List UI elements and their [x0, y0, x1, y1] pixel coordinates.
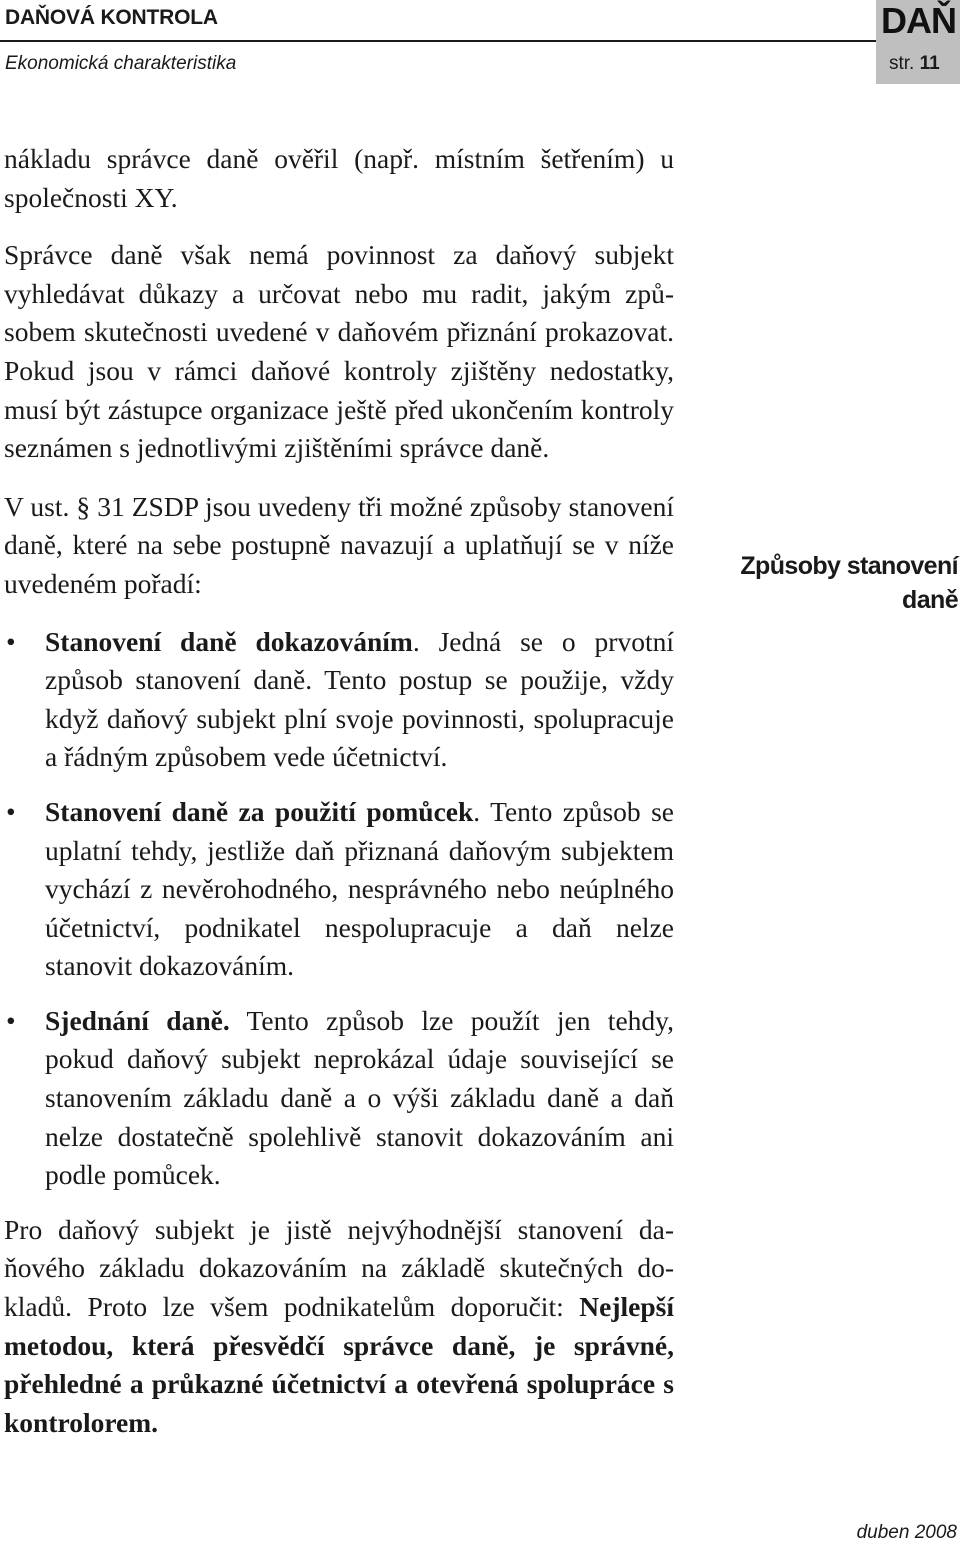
tax-methods-list: [4, 623, 674, 1195]
list-item-text: . Jedná se o prvotní způsob stanovení daně. Tento postup se použije, vždy když daňový subjekt plní svoje povinnosti, spolupracuje a řádným způsobem vede účetnictví.: [45, 625, 674, 773]
page-number-value: 11: [919, 53, 940, 74]
paragraph: V ust. § 31 ZSDP jsou uvedeny tři možné způsoby stanovení daně, které na sebe postupně navazují a uplatňují se v níže uvedeném pořadí:: [4, 490, 674, 599]
section-subtitle: Ekonomická charakteristika: [5, 53, 237, 74]
list-item-heading: Stanovení daně za použití pomůcek: [45, 795, 474, 827]
section-title: DAŇOVÁ KONTROLA: [5, 6, 218, 29]
list-item-heading: Sjednání daně.: [45, 1004, 230, 1036]
header-divider: [0, 40, 876, 42]
paragraph: nákladu správce daně ověřil (např. místním šetřením) u společnosti XY.: [4, 143, 674, 213]
issue-date: duben 2008: [856, 1522, 957, 1543]
list-item-text: . Tento způsob se uplatní tehdy, jestliže daň přiznaná daňovým subjektem vychází z nevěrohodného, nesprávného nebo neúplného účetnictví, podnikatel nespolupracuje a daň nelze stanovit dokazováním.: [45, 795, 675, 982]
list-item: [4, 623, 674, 777]
list-item: [4, 1002, 674, 1195]
article-body: [4, 140, 674, 1442]
paragraph: [4, 1211, 674, 1443]
list-item-text: Tento způsob lze použít jen tehdy, pokud daňový subjekt neprokázal údaje související se stanovením základu daně a o výši základu daně a daň nelze dostatečně spolehlivě stanovit dokazováním ani podle pomůcek.: [45, 1004, 674, 1191]
bullet-icon: •: [6, 795, 16, 827]
page-prefix: str.: [889, 53, 915, 74]
page-number: [889, 53, 940, 75]
list-item: [4, 793, 674, 986]
list-item-heading: Stanovení daně dokazováním: [45, 625, 413, 657]
bullet-icon: •: [6, 1004, 16, 1036]
margin-note: Způsoby stanovení daně: [740, 552, 958, 614]
bullet-icon: •: [6, 625, 16, 657]
recommendation-highlight: Nejlepší metodou, která přesvědčí správce daně, je správné, přehledné a průkazné účetnictví a otevřená spolupráce s kontrolorem.: [4, 1291, 674, 1438]
publication-logo: DAŇ: [881, 0, 956, 41]
paragraph: Správce daně však nemá povinnost za daňový subjekt vyhledávat důkazy a určovat nebo mu radit, jakým způsobem skutečnosti uvedené v daňovém přiznání prokazovat. Pokud jsou v rámci daňové kontroly zjištěny nedostatky, musí být zástupce organizace ještě před ukončením kontroly seznámen s jednotlivými zjištěními správce daně.: [4, 239, 674, 464]
paragraph-text: Pro daňový subjekt je jistě nejvýhodnější stanovení daňového základu dokazováním na základě skutečných dokladů. Proto lze všem podnikatelům doporučit:: [4, 1213, 674, 1323]
